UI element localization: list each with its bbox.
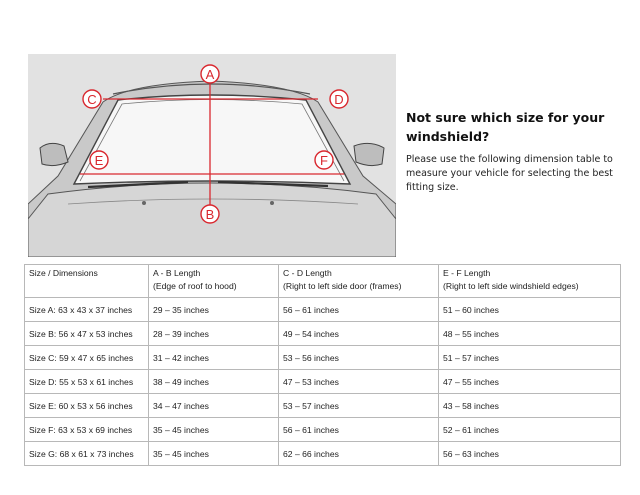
table-row bbox=[25, 370, 621, 394]
cell-cd: 53 – 56 inches bbox=[279, 346, 439, 370]
svg-text:E: E bbox=[94, 153, 104, 168]
cell-size: Size A: 63 x 43 x 37 inches bbox=[25, 298, 149, 322]
header-ef-length: E - F Length (Right to left side windshield edges) bbox=[439, 265, 621, 298]
cell-ef: 51 – 57 inches bbox=[439, 346, 621, 370]
table-row bbox=[25, 394, 621, 418]
header-ab-length: A - B Length (Edge of roof to hood) bbox=[149, 265, 279, 298]
svg-text:C: C bbox=[87, 92, 97, 107]
cell-ef: 48 – 55 inches bbox=[439, 322, 621, 346]
windshield-diagram bbox=[28, 54, 396, 257]
cell-ab: 35 – 45 inches bbox=[149, 442, 279, 466]
size-help-title: Not sure which size for your windshield? bbox=[406, 110, 605, 144]
table-row bbox=[25, 346, 621, 370]
table-header-row bbox=[25, 265, 621, 298]
cell-cd: 49 – 54 inches bbox=[279, 322, 439, 346]
table-row bbox=[25, 442, 621, 466]
cell-cd: 47 – 53 inches bbox=[279, 370, 439, 394]
cell-size: Size D: 55 x 53 x 61 inches bbox=[25, 370, 149, 394]
marker-c bbox=[83, 90, 101, 108]
header-size: Size / Dimensions bbox=[25, 265, 149, 298]
cell-ef: 56 – 63 inches bbox=[439, 442, 621, 466]
cell-size: Size F: 63 x 53 x 69 inches bbox=[25, 418, 149, 442]
cell-cd: 53 – 57 inches bbox=[279, 394, 439, 418]
header-cd-length: C - D Length (Right to left side door (frames) bbox=[279, 265, 439, 298]
cell-ab: 38 – 49 inches bbox=[149, 370, 279, 394]
svg-text:B: B bbox=[205, 207, 215, 222]
marker-f bbox=[315, 151, 333, 169]
cell-ab: 31 – 42 inches bbox=[149, 346, 279, 370]
cell-size: Size G: 68 x 61 x 73 inches bbox=[25, 442, 149, 466]
cell-size: Size C: 59 x 47 x 65 inches bbox=[25, 346, 149, 370]
cell-size: Size E: 60 x 53 x 56 inches bbox=[25, 394, 149, 418]
cell-ef: 43 – 58 inches bbox=[439, 394, 621, 418]
size-help-body: Please use the following dimension table to measure your vehicle for selecting the best fitting size. bbox=[406, 154, 613, 193]
cell-ab: 35 – 45 inches bbox=[149, 418, 279, 442]
cell-ef: 52 – 61 inches bbox=[439, 418, 621, 442]
size-help-panel bbox=[406, 108, 624, 195]
cell-cd: 56 – 61 inches bbox=[279, 298, 439, 322]
cell-ab: 28 – 39 inches bbox=[149, 322, 279, 346]
cell-ef: 47 – 55 inches bbox=[439, 370, 621, 394]
cell-size: Size B: 56 x 47 x 53 inches bbox=[25, 322, 149, 346]
table-row bbox=[25, 322, 621, 346]
cell-ab: 29 – 35 inches bbox=[149, 298, 279, 322]
table-row bbox=[25, 298, 621, 322]
marker-a bbox=[201, 65, 219, 83]
marker-b bbox=[201, 205, 219, 223]
dimension-table bbox=[24, 264, 621, 466]
cell-ab: 34 – 47 inches bbox=[149, 394, 279, 418]
svg-text:A: A bbox=[205, 67, 215, 82]
svg-text:F: F bbox=[320, 153, 328, 168]
marker-e bbox=[90, 151, 108, 169]
cell-cd: 56 – 61 inches bbox=[279, 418, 439, 442]
table-row bbox=[25, 418, 621, 442]
marker-d bbox=[330, 90, 348, 108]
cell-ef: 51 – 60 inches bbox=[439, 298, 621, 322]
svg-text:D: D bbox=[334, 92, 344, 107]
cell-cd: 62 – 66 inches bbox=[279, 442, 439, 466]
